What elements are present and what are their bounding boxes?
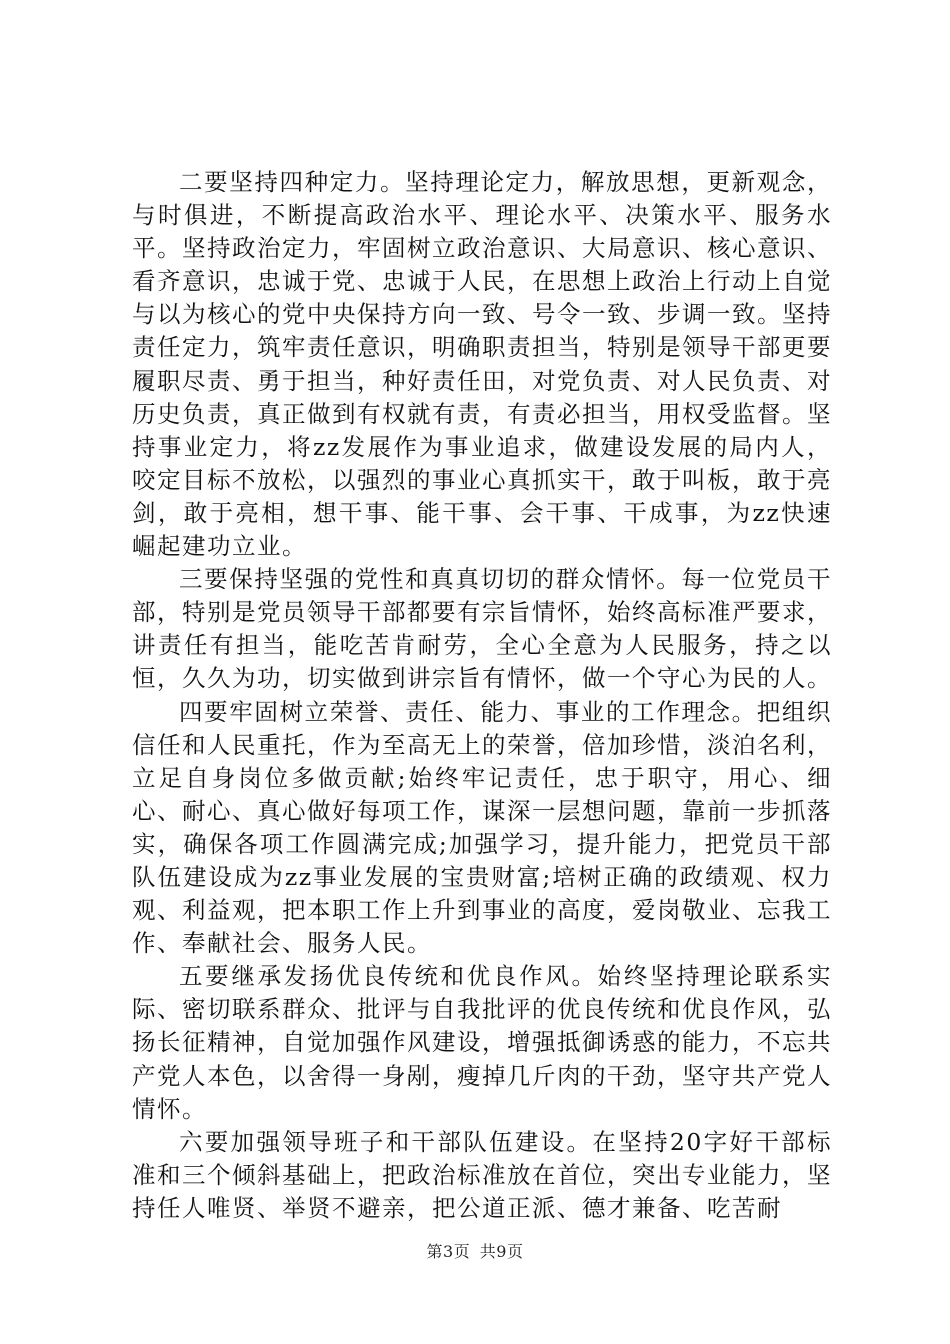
paragraph-4: 四要牢固树立荣誉、责任、能力、事业的工作理念。把组织信任和人民重托，作为至高无上的荣誉，倍加珍惜，淡泊名利，立足自身岗位多做贡献;始终牢记责任，忠于职守，用心、细心、耐心、真心做好每项工作，谋深一层想问题，靠前一步抓落实，确保各项工作圆满完成;加强学习，提升能力，把党员干部队伍建设成为zz事业发展的宝贵财富;培树正确的政绩观、权力观、利益观，把本职工作上升到事业的高度，爱岗敬业、忘我工作、奉献社会、服务人民。 <box>132 697 832 958</box>
document-body <box>132 166 832 1225</box>
paragraph-5: 五要继承发扬优良传统和优良作风。始终坚持理论联系实际、密切联系群众、批评与自我批评的优良传统和优良作风，弘扬长征精神，自觉加强作风建设，增强抵御诱惑的能力，不忘共产党人本色，以舍得一身剐，瘦掉几斤肉的干劲，坚守共产党人情怀。 <box>132 962 832 1123</box>
page-total: 共9页 <box>479 1242 524 1261</box>
paragraph-6: 六要加强领导班子和干部队伍建设。在坚持20字好干部标准和三个倾斜基础上，把政治标准放在首位，突出专业能力，坚持任人唯贤、举贤不避亲，把公道正派、德才兼备、吃苦耐 <box>132 1127 832 1222</box>
paragraph-3: 三要保持坚强的党性和真真切切的群众情怀。每一位党员干部，特别是党员领导干部都要有宗旨情怀，始终高标准严要求，讲责任有担当，能吃苦肯耐劳，全心全意为人民服务，持之以恒，久久为功，切实做到讲宗旨有情怀，做一个守心为民的人。 <box>132 565 832 693</box>
page-footer <box>0 1242 950 1262</box>
page-number: 第3页 <box>426 1242 471 1261</box>
paragraph-2: 二要坚持四种定力。坚持理论定力，解放思想，更新观念，与时俱进，不断提高政治水平、理论水平、决策水平、服务水平。坚持政治定力，牢固树立政治意识、大局意识、核心意识、看齐意识，忠诚于党、忠诚于人民，在思想上政治上行动上自觉与以为核心的党中央保持方向一致、号令一致、步调一致。坚持责任定力，筑牢责任意识，明确职责担当，特别是领导干部更要履职尽责、勇于担当，种好责任田，对党负责、对人民负责、对历史负责，真正做到有权就有责，有责必担当，用权受监督。坚持事业定力，将zz发展作为事业追求，做建设发展的局内人，咬定目标不放松，以强烈的事业心真抓实干，敢于叫板，敢于亮剑，敢于亮相，想干事、能干事、会干事、干成事，为zz快速崛起建功立业。 <box>132 168 832 561</box>
